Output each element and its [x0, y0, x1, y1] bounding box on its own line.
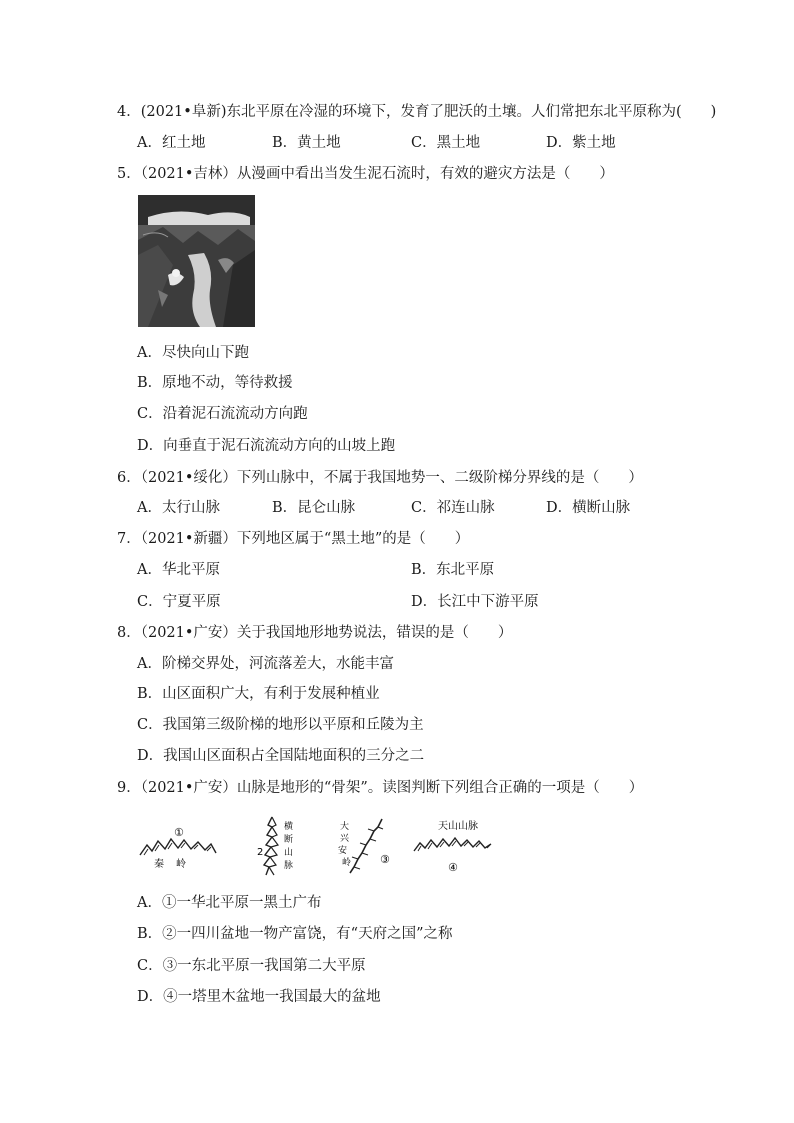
q5-option-b[interactable]: B．原地不动，等待救援 — [137, 375, 293, 391]
figure-text-xing: 兴 — [340, 834, 350, 844]
figure-label-1: ① — [174, 826, 184, 839]
q9-option-b[interactable]: B．②一四川盆地一物产富饶，有“天府之国”之称 — [137, 926, 453, 942]
q8-option-c[interactable]: C．我国第三级阶梯的地形以平原和丘陵为主 — [137, 717, 424, 733]
figure-label-2: 2 — [257, 847, 264, 858]
q4-option-a[interactable]: A．红土地 — [137, 135, 206, 151]
figure-text-mai: 脉 — [284, 861, 294, 871]
figure-text-tianshan: 天山山脉 — [438, 821, 478, 832]
figure-label-4: ④ — [448, 861, 458, 874]
figure-label-3: ③ — [380, 853, 390, 866]
mountain-hengduan-figure — [254, 815, 304, 877]
q5-option-c[interactable]: C．沿着泥石流流动方向跑 — [137, 406, 308, 422]
mountain-tianshan-figure — [412, 815, 494, 877]
question-8-stem: 8．（2021•广安）关于我国地形地势说法，错误的是（ ） — [117, 625, 513, 641]
q4-option-c[interactable]: C．黑土地 — [411, 135, 481, 151]
q9-option-d[interactable]: D．④一塔里木盆地一我国最大的盆地 — [137, 989, 381, 1005]
figure-text-ling2: 岭 — [342, 858, 352, 868]
q5-option-a[interactable]: A．尽快向山下跑 — [137, 345, 249, 361]
q9-option-c[interactable]: C．③一东北平原一我国第二大平原 — [137, 958, 366, 974]
question-4-stem: 4．(2021•阜新)东北平原在冷湿的环境下，发育了肥沃的土壤。人们常把东北平原称为( ) — [117, 104, 717, 120]
q7-option-d[interactable]: D．长江中下游平原 — [411, 594, 539, 610]
q6-option-c[interactable]: C．祁连山脉 — [411, 500, 495, 516]
q7-option-a[interactable]: A．华北平原 — [137, 562, 220, 578]
q6-option-a[interactable]: A．太行山脉 — [137, 500, 220, 516]
figure-text-heng: 横 — [284, 822, 294, 832]
q4-option-d[interactable]: D．紫土地 — [546, 135, 616, 151]
question-6-stem: 6．（2021•绥化）下列山脉中，不属于我国地势一、二级阶梯分界线的是（ ） — [117, 470, 643, 486]
q8-option-b[interactable]: B．山区面积广大，有利于发展种植业 — [137, 686, 380, 702]
q9-option-a[interactable]: A．①一华北平原一黑土广布 — [137, 895, 322, 911]
q7-option-c[interactable]: C．宁夏平原 — [137, 594, 221, 610]
q6-option-b[interactable]: B．昆仑山脉 — [272, 500, 356, 516]
figure-text-shan: 山 — [284, 848, 294, 858]
q7-option-b[interactable]: B．东北平原 — [411, 562, 495, 578]
figure-text-ling: 岭 — [176, 859, 186, 870]
question-5-stem: 5．（2021•吉林）从漫画中看出当发生泥石流时，有效的避灾方法是（ ） — [117, 166, 614, 182]
mountain-daxinganling-figure — [336, 815, 396, 877]
mudslide-cartoon-image — [138, 195, 255, 327]
question-7-stem: 7．（2021•新疆）下列地区属于“黑土地”的是（ ） — [117, 531, 470, 547]
q6-option-d[interactable]: D．横断山脉 — [546, 500, 631, 516]
q4-option-b[interactable]: B．黄土地 — [272, 135, 341, 151]
q8-option-a[interactable]: A．阶梯交界处，河流落差大，水能丰富 — [137, 656, 394, 672]
figure-text-qin: 秦 — [154, 859, 164, 870]
figure-text-an: 安 — [338, 846, 348, 856]
q8-option-d[interactable]: D．我国山区面积占全国陆地面积的三分之二 — [137, 748, 425, 764]
question-9-stem: 9．（2021•广安）山脉是地形的“骨架”。读图判断下列组合正确的一项是（ ） — [117, 780, 644, 796]
figure-text-da: 大 — [340, 822, 350, 832]
mountain-qinling-figure — [138, 815, 218, 877]
q5-option-d[interactable]: D．向垂直于泥石流流动方向的山坡上跑 — [137, 438, 396, 454]
figure-text-duan: 断 — [284, 835, 294, 845]
